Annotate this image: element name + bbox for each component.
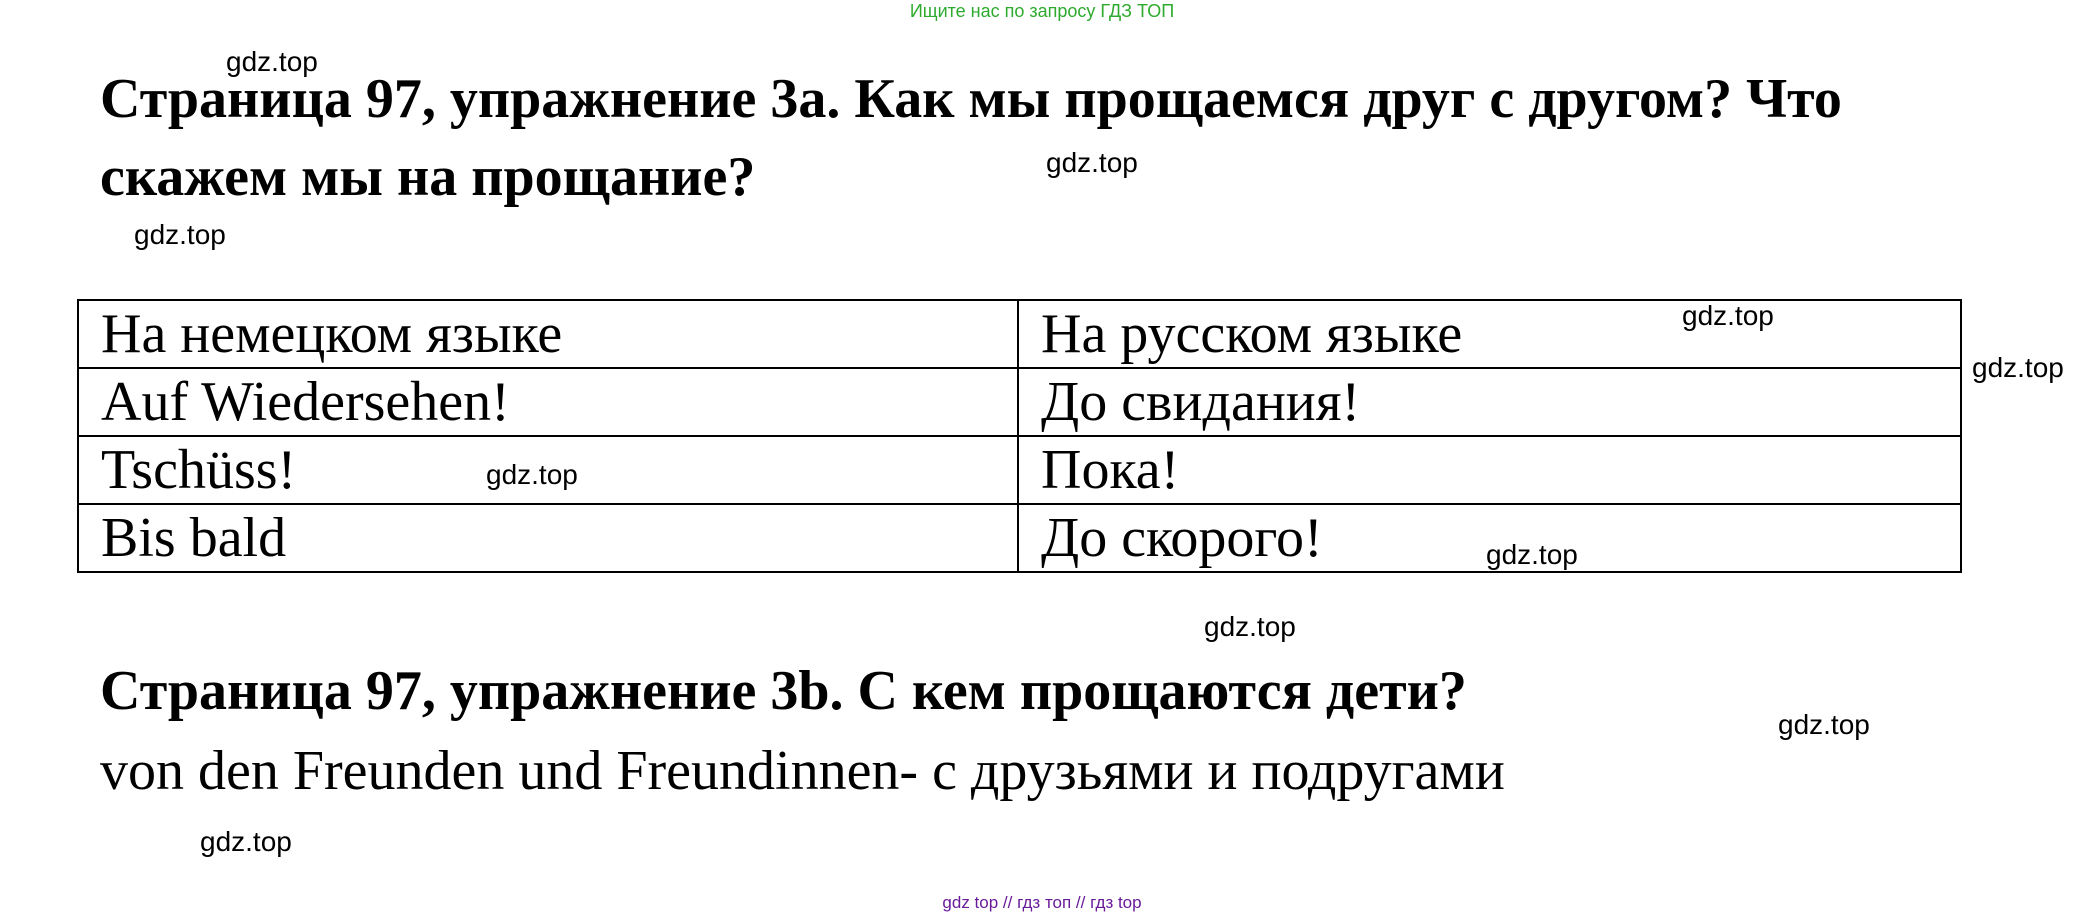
watermark: gdz.top: [1204, 611, 1296, 642]
watermark: gdz.top: [1486, 539, 1578, 570]
watermark: gdz.top: [226, 46, 318, 77]
table-cell-german: Auf Wiedersehen!: [78, 368, 1018, 436]
table-cell-russian: Пока!: [1018, 436, 1961, 504]
watermark: gdz.top: [1778, 709, 1870, 740]
table-cell-russian: До скорого!: [1018, 504, 1961, 572]
translation-table: [77, 299, 1962, 573]
top-banner: Ищите нас по запросу ГДЗ ТОП: [909, 1, 1175, 21]
table-cell-german: Tschüss!: [78, 436, 1018, 504]
table-row: [78, 504, 1961, 572]
table-header-cell: На русском языке: [1018, 300, 1961, 368]
watermark: gdz.top: [1682, 300, 1774, 331]
section-a-heading: Страница 97, упражнение 3а. Как мы прощаемся друг с другом? Что скажем мы на прощание?: [100, 68, 1842, 208]
watermark: gdz.top: [1046, 147, 1138, 178]
watermark: gdz.top: [134, 219, 226, 250]
watermark: gdz.top: [200, 826, 292, 857]
footer-links: gdz top // гдз топ // гдз top: [942, 893, 1142, 912]
table-header-row: [78, 300, 1961, 368]
table-header-cell: На немецком языке: [78, 300, 1018, 368]
table-cell-russian: До свидания!: [1018, 368, 1961, 436]
watermark: gdz.top: [486, 459, 578, 490]
table-row: [78, 436, 1961, 504]
table-row: [78, 368, 1961, 436]
section-b-answer: von den Freunden und Freundinnen- с друзьями и подругами: [100, 740, 1505, 802]
table-cell-german: Bis bald: [78, 504, 1018, 572]
section-b-heading: Страница 97, упражнение 3b. С кем прощаются дети?: [100, 660, 1467, 722]
watermark: gdz.top: [1972, 352, 2064, 383]
